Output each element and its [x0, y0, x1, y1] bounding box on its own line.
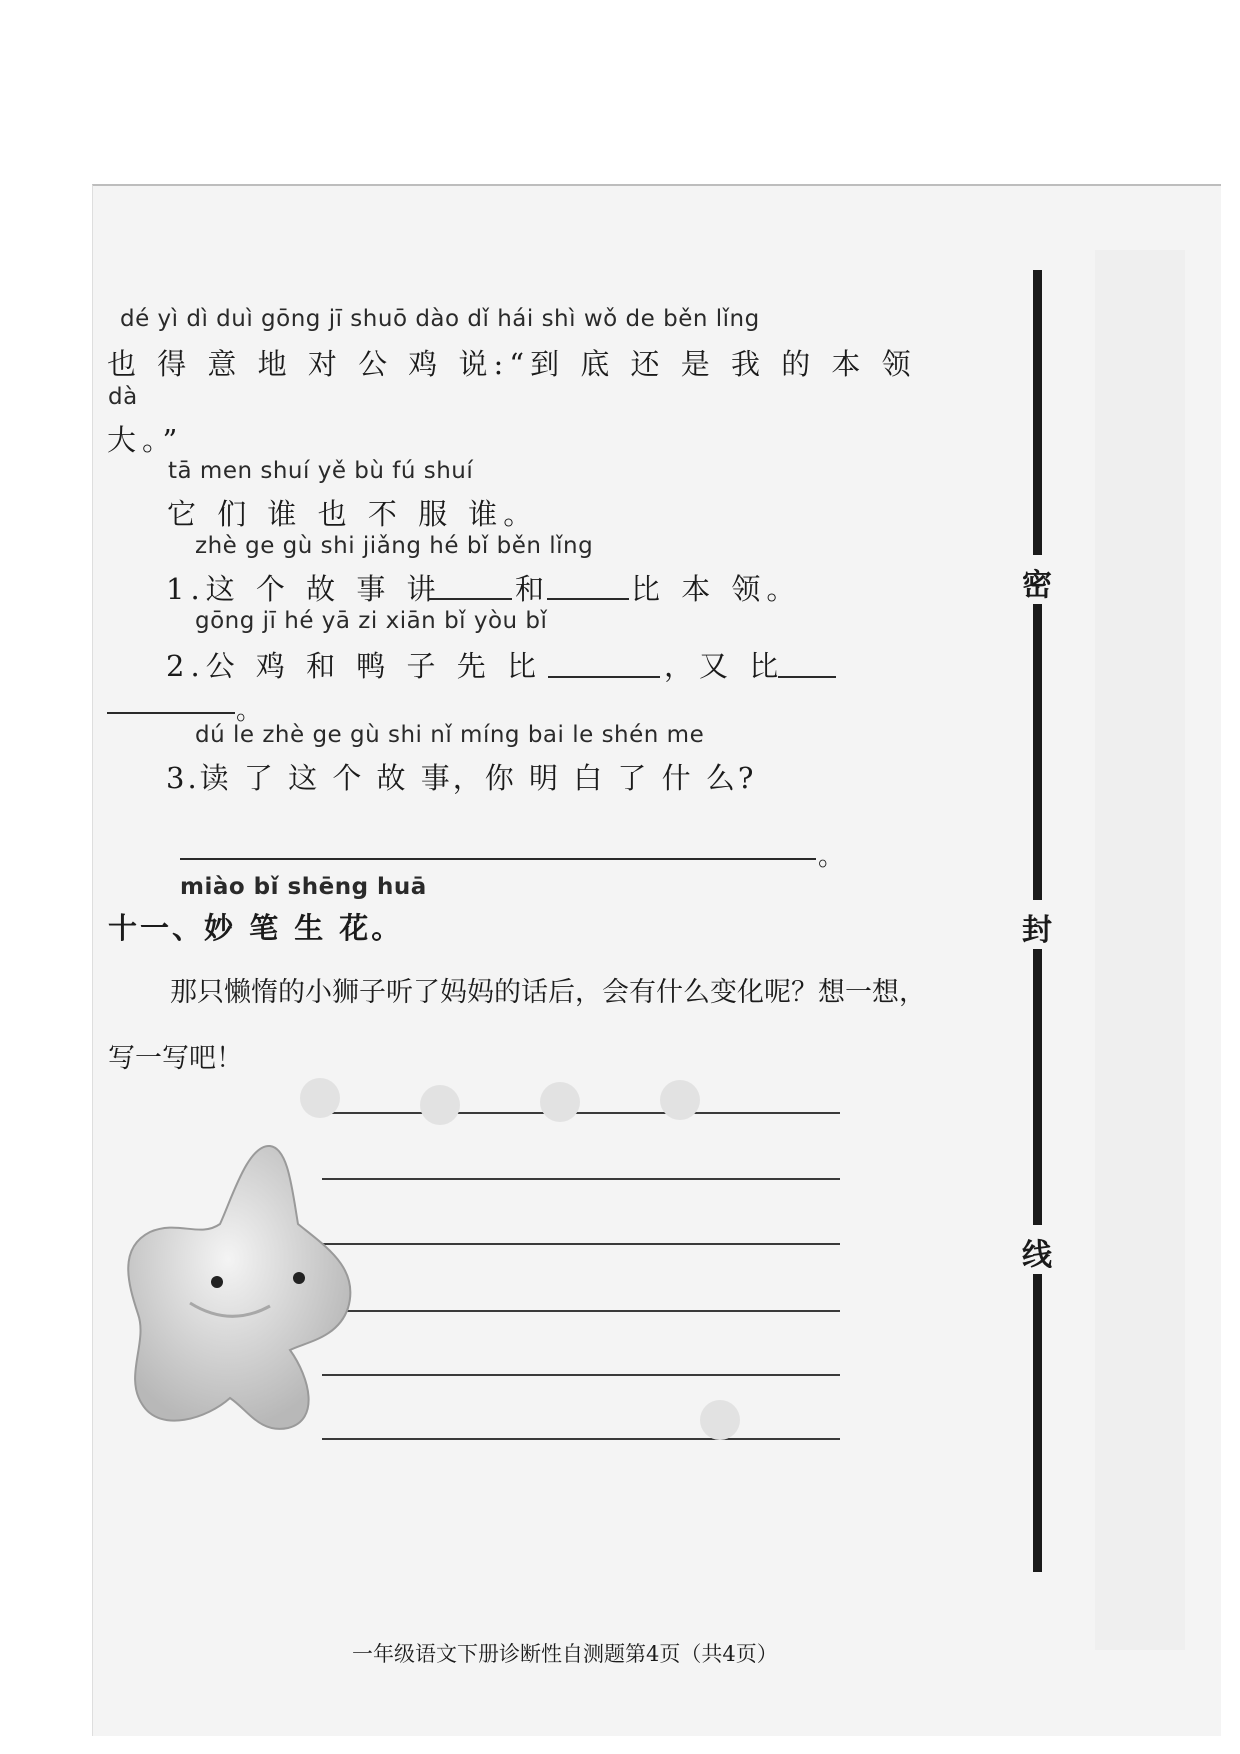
question-2-mid: ，又 比	[664, 649, 785, 683]
question-3-text: 3.读 了 这 个 故 事，你 明 白 了 什 么?	[166, 761, 757, 795]
section-11-title: 十一、妙 笔 生 花。	[108, 911, 404, 945]
cartoon-star-mascot	[120, 1128, 380, 1448]
question-1-blank-1[interactable]	[428, 598, 512, 600]
binding-line-segment	[1033, 600, 1042, 900]
paper-sheet	[92, 184, 1221, 1736]
story-text-3: 它 们 谁 也 不 服 谁。	[167, 497, 539, 531]
question-1-blank-2[interactable]	[547, 598, 629, 600]
binding-mark-line: 线	[1018, 1230, 1056, 1274]
bleed-spot	[420, 1085, 460, 1125]
section-11-title-pinyin: miào bǐ shēng huā	[180, 874, 427, 900]
question-2-prefix: 2.公 鸡 和 鸭 子 先 比	[166, 649, 542, 683]
binding-mark-seal: 密	[1018, 560, 1056, 604]
question-3-answer-line[interactable]	[180, 858, 816, 860]
question-2-blank-2[interactable]	[778, 676, 836, 678]
writing-line[interactable]	[322, 1374, 840, 1376]
story-text-1: 也 得 意 地 对 公 鸡 说:“到 底 还 是 我 的 本 领	[107, 347, 917, 381]
writing-line[interactable]	[322, 1438, 840, 1440]
question-2-blank-1[interactable]	[548, 676, 660, 678]
bleed-spot	[660, 1080, 700, 1120]
section-11-prompt: 那只懒惰的小狮子听了妈妈的话后，会有什么变化呢？想一想，	[170, 977, 926, 1008]
question-2-pinyin: gōng jī hé yā zi xiān bǐ yòu bǐ	[195, 608, 548, 634]
bleed-spot	[540, 1082, 580, 1122]
section-11-prompt-cont: 写一写吧！	[108, 1043, 243, 1074]
question-1-pinyin: zhè ge gù shi jiǎng hé bǐ běn lǐng	[195, 533, 594, 559]
question-3-pinyin: dú le zhè ge gù shi nǐ míng bai le shén me	[195, 722, 705, 748]
question-1-prefix: 1.这 个 故 事 讲	[166, 572, 442, 606]
binding-line-segment	[1033, 270, 1042, 555]
question-1-suffix: 比 本 领。	[631, 572, 802, 606]
writing-line[interactable]	[322, 1310, 840, 1312]
story-pinyin-1: dé yì dì duì gōng jī shuō dào dǐ hái shì wǒ de běn lǐng	[120, 306, 760, 332]
story-text-2: 大。”	[107, 423, 184, 457]
writing-line[interactable]	[322, 1178, 840, 1180]
right-margin-strip	[1095, 250, 1185, 1650]
bleed-spot	[700, 1400, 740, 1440]
bleed-spot	[300, 1078, 340, 1118]
writing-line[interactable]	[322, 1112, 840, 1114]
story-pinyin-3: tā men shuí yě bù fú shuí	[168, 458, 474, 484]
binding-mark-envelope: 封	[1018, 905, 1056, 949]
story-pinyin-2: dà	[108, 384, 138, 410]
binding-line-segment	[1033, 945, 1042, 1225]
page-footer: 一年级语文下册诊断性自测题第4页（共4页）	[352, 1642, 778, 1666]
binding-line-segment	[1033, 1270, 1042, 1572]
question-2-blank-3[interactable]	[107, 712, 235, 714]
question-2-end: 。	[236, 696, 263, 726]
question-1-mid: 和	[515, 572, 551, 606]
writing-line[interactable]	[322, 1243, 840, 1245]
question-3-end: 。	[818, 842, 845, 872]
